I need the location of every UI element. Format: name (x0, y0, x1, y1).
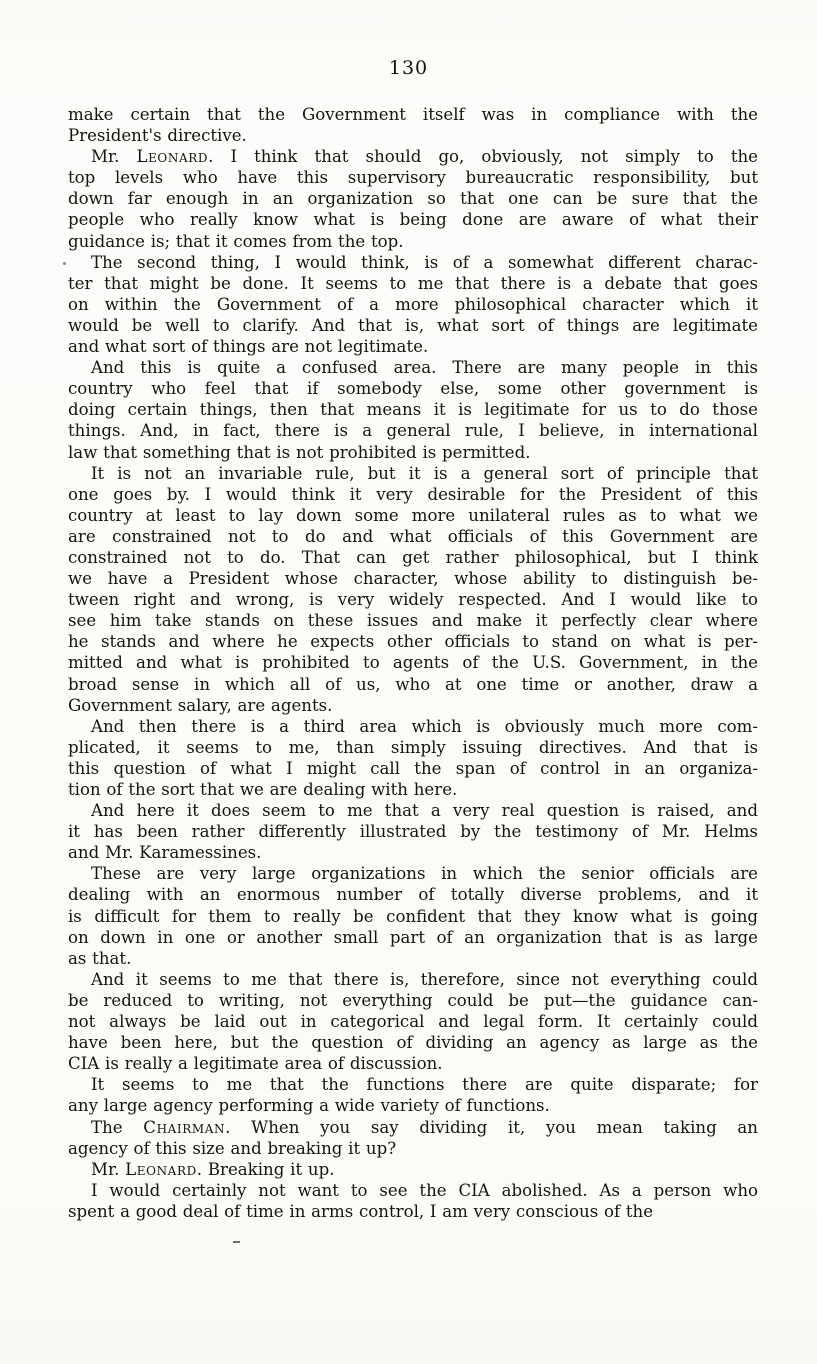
text-line: CIA is really a legitimate area of discussion. (68, 1054, 443, 1074)
text-line: law that something that is not prohibited is permitted. (68, 442, 531, 462)
paragraph (68, 863, 758, 968)
text-line: guidance is; that it comes from the top. (68, 231, 404, 251)
text-line: tween right and wrong, is very widely respected. And I would like to (68, 590, 758, 610)
text-line: dealing with an enormous number of totally diverse problems, and it (68, 885, 758, 905)
text-line: and Mr. Karamessines. (68, 843, 262, 863)
text-line: people who really know what is being done are aware of what their (68, 210, 758, 230)
text-line: Government salary, are agents. (68, 695, 333, 715)
text-line: tion of the sort that we are dealing with here. (68, 780, 458, 799)
text-line: country who feel that if somebody else, some other government is (68, 379, 758, 399)
text-line: And this is quite a confused area. There are many people in this (91, 358, 758, 378)
text-line: Mr. Leonard. Breaking it up. (91, 1159, 335, 1179)
text-line: President's directive. (68, 126, 247, 146)
speaker-name: Leonard (136, 147, 209, 167)
text-line: mitted and what is prohibited to agents of the U.S. Government, in the (68, 653, 758, 673)
paragraph (68, 800, 758, 863)
paragraph (68, 104, 758, 146)
text-line: Mr. Leonard. I think that should go, obviously, not simply to the (91, 147, 758, 167)
text-line: on within the Government of a more philosophical character which it (68, 294, 758, 314)
text-line: broad sense in which all of us, who at one time or another, draw a (68, 674, 758, 694)
text-line: The Chairman. When you say dividing it, you mean taking an (91, 1117, 758, 1137)
text-line: And then there is a third area which is obviously much more com- (91, 716, 758, 736)
text-line: doing certain things, then that means it is legitimate for us to do those (68, 400, 758, 420)
text-line: see him take stands on these issues and make it perfectly clear where (68, 611, 758, 631)
text-line: It seems to me that the functions there are quite disparate; for (91, 1075, 758, 1095)
scan-artifact-dash (233, 1241, 240, 1243)
paragraph (68, 357, 758, 462)
text-line: on down in one or another small part of an organization that is as large (68, 927, 758, 947)
scan-artifact-dot (63, 262, 66, 265)
text-line: would be well to clarify. And that is, what sort of things are legitimate (68, 315, 758, 335)
text-line: any large agency performing a wide variety of functions. (68, 1096, 550, 1116)
paragraph (68, 146, 758, 251)
speaker-name: Leonard (125, 1159, 197, 1179)
text-line: top levels who have this supervisory bureaucratic responsibility, but (68, 168, 758, 188)
text-line: this question of what I might call the span of control in an organiza- (68, 758, 758, 778)
text-line: And it seems to me that there is, therefore, since not everything could (91, 969, 758, 989)
text-line: not always be laid out in categorical and legal form. It certainly could (68, 1012, 758, 1032)
text-line: plicated, it seems to me, than simply issuing directives. And that is (68, 737, 758, 757)
text-line: down far enough in an organization so that one can be sure that the (68, 189, 758, 209)
paragraph (68, 716, 758, 800)
text-line: as that. (68, 948, 132, 968)
text-line: is difficult for them to really be confident that they know what is going (68, 906, 758, 926)
text-line: spent a good deal of time in arms control, I am very conscious of the (68, 1201, 654, 1221)
document-body (68, 104, 758, 1222)
text-line: one goes by. I would think it very desirable for the President of this (68, 484, 758, 504)
text-line: I would certainly not want to see the CIA abolished. As a person who (91, 1180, 758, 1200)
speaker-name: Chairman (143, 1117, 226, 1137)
text-line: constrained not to do. That can get rather philosophical, but I think (68, 547, 758, 567)
text-line: make certain that the Government itself was in compliance with the (68, 105, 758, 124)
paragraph (68, 969, 758, 1074)
text-line: It is not an invariable rule, but it is a general sort of principle that (91, 463, 758, 483)
paragraph (68, 463, 758, 716)
text-line: he stands and where he expects other officials to stand on what is per- (68, 632, 758, 652)
text-line: we have a President whose character, whose ability to distinguish be- (68, 569, 758, 589)
text-line: it has been rather differently illustrated by the testimony of Mr. Helms (68, 822, 758, 842)
paragraph (68, 1159, 758, 1180)
paragraph (68, 1180, 758, 1222)
text-line: are constrained not to do and what officials of this Government are (68, 526, 758, 546)
page-number: 130 (388, 57, 429, 79)
paragraph (68, 252, 758, 357)
text-line: be reduced to writing, not everything could be put—the guidance can- (68, 990, 758, 1010)
text-line: country at least to lay down some more unilateral rules as to what we (68, 505, 758, 525)
text-line: These are very large organizations in which the senior officials are (91, 864, 758, 884)
text-line: And here it does seem to me that a very real question is raised, and (91, 801, 758, 821)
text-line: and what sort of things are not legitimate. (68, 337, 429, 357)
text-line: ter that might be done. It seems to me that there is a debate that goes (68, 273, 758, 293)
text-line: have been here, but the question of dividing an agency as large as the (68, 1033, 758, 1053)
paragraph (68, 1074, 758, 1116)
text-line: agency of this size and breaking it up? (68, 1138, 397, 1158)
text-line: things. And, in fact, there is a general rule, I believe, in international (68, 421, 758, 441)
paragraph (68, 1117, 758, 1159)
text-line: The second thing, I would think, is of a somewhat different charac- (91, 252, 758, 272)
